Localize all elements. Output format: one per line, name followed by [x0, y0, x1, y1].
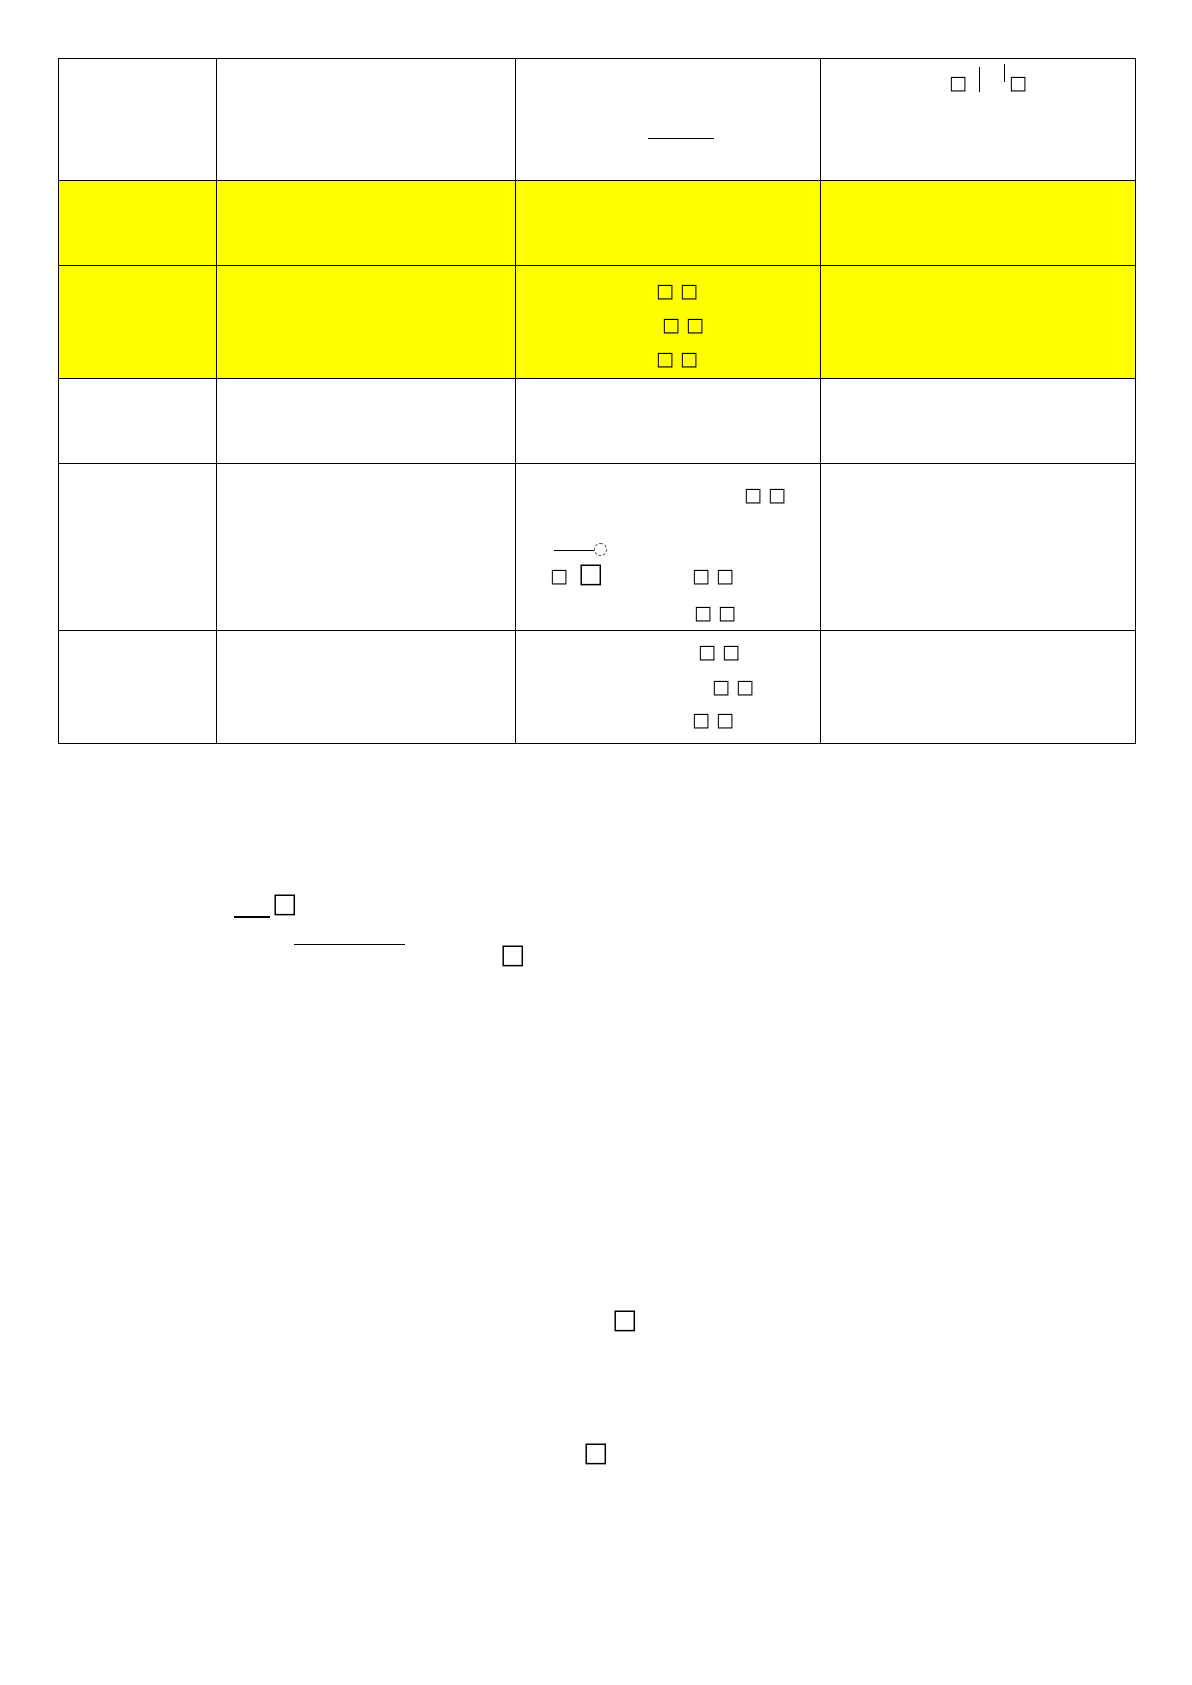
circle-mark-icon	[594, 543, 607, 556]
table-cell	[821, 181, 1136, 266]
vertical-rule	[979, 67, 980, 92]
document-table	[58, 58, 1136, 744]
underline-rule	[234, 916, 270, 918]
table-cell	[217, 379, 516, 464]
cell-mark: □	[550, 565, 568, 587]
cell-mark-large: □	[578, 558, 604, 589]
table-row-highlighted	[59, 181, 1136, 266]
cell-marks: □ □	[656, 280, 698, 302]
body-mark: □	[612, 1304, 638, 1335]
cell-marks: □ □	[744, 484, 786, 506]
body-mark: □	[272, 888, 298, 919]
table-cell	[59, 379, 217, 464]
cell-marks: □ □	[698, 641, 740, 663]
table-cell	[217, 266, 516, 379]
table-row	[59, 464, 1136, 631]
table-row	[59, 379, 1136, 464]
cell-marks: □ □	[949, 72, 1045, 94]
underline-rule	[554, 550, 594, 551]
table-row	[59, 631, 1136, 744]
table-cell	[217, 464, 516, 631]
table-cell	[516, 631, 821, 744]
cell-marks: □ □	[692, 565, 734, 587]
body-mark: □	[583, 1437, 609, 1468]
table-cell	[59, 266, 217, 379]
table-cell	[516, 59, 821, 181]
underline-rule	[648, 138, 714, 139]
table-cell	[821, 266, 1136, 379]
table-cell	[516, 266, 821, 379]
vertical-rule	[1004, 64, 1005, 82]
table-cell	[821, 464, 1136, 631]
cell-marks: □ □	[662, 314, 704, 336]
cell-marks: □ □	[656, 348, 698, 370]
table-cell	[59, 631, 217, 744]
underline-rule	[294, 944, 405, 945]
table-cell	[217, 631, 516, 744]
table-cell	[516, 379, 821, 464]
table-cell	[516, 181, 821, 266]
table-cell	[217, 181, 516, 266]
table-cell	[821, 631, 1136, 744]
table-row	[59, 59, 1136, 181]
table-cell	[59, 181, 217, 266]
table-row-highlighted	[59, 266, 1136, 379]
cell-marks: □ □	[694, 602, 736, 624]
table-cell	[821, 59, 1136, 181]
table-cell	[516, 464, 821, 631]
cell-marks: □ □	[692, 709, 734, 731]
cell-marks: □ □	[712, 676, 754, 698]
table-cell	[821, 379, 1136, 464]
table-cell	[59, 464, 217, 631]
table-cell	[59, 59, 217, 181]
body-mark: □	[500, 939, 526, 970]
table-cell	[217, 59, 516, 181]
